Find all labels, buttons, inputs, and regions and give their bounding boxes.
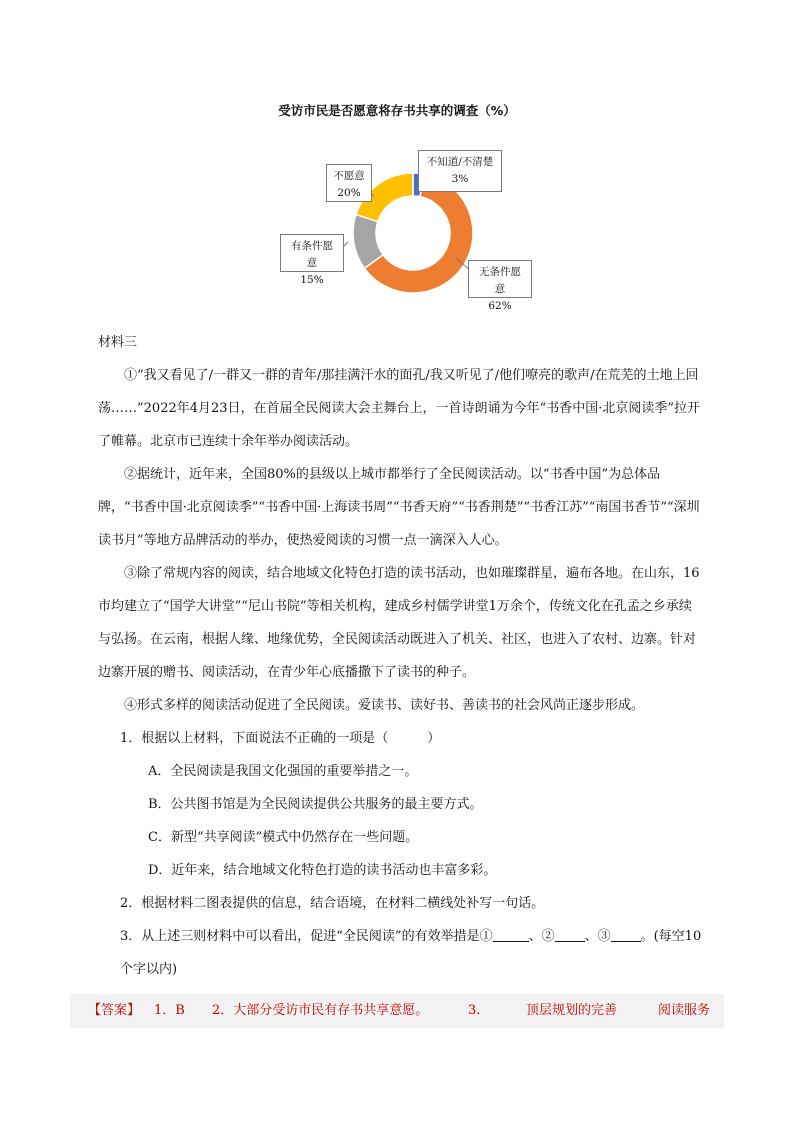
chart-title: 受访市民是否愿意将存书共享的调查（%） <box>278 103 516 118</box>
option-b: B．公共图书馆是为全民阅读提供公共服务的最主要方式。 <box>148 797 483 812</box>
answer-3-item-1: 顶层规划的完善 <box>526 1003 618 1018</box>
question-1: 1．根据以上材料，下面说法不正确的一项是（ ） <box>120 731 441 746</box>
option-c: C．新型“共享阅读”模式中仍然存在一些问题。 <box>148 830 419 845</box>
material-body <box>98 326 702 986</box>
question-3-suffix: 。(每空10个字以内) <box>120 929 702 977</box>
callout-label: 不知道/不清楚 <box>426 156 494 168</box>
question-3-sep1: 、② <box>528 929 555 944</box>
answer-3-number: 3． <box>468 1003 490 1018</box>
callout-value: 62% <box>488 300 512 312</box>
callout-label: 有条件愿意 <box>291 240 333 269</box>
callout-conditional <box>280 234 344 286</box>
callout-value: 15% <box>300 274 324 286</box>
answer-tag: 【答案】 <box>88 1003 141 1018</box>
answer-2: 2．大部分受访市民有存书共享意愿。 <box>212 1003 429 1018</box>
paragraph-4: ④形式多样的阅读活动促进了全民阅读。爱读书、读好书、善读书的社会风尚正逐步形成。 <box>124 698 645 713</box>
answer-blank-1[interactable] <box>493 927 529 942</box>
question-3 <box>98 920 702 986</box>
question-2: 2．根据材料二图表提供的信息，结合语境，在材料二横线处补写一句话。 <box>120 896 545 911</box>
material-title: 材料三 <box>98 335 138 350</box>
answer-1: 1．B <box>154 1003 185 1018</box>
option-a: A．全民阅读是我国文化强国的重要举措之一。 <box>148 764 418 779</box>
callout-unwilling <box>326 164 372 202</box>
callout-unconditional <box>468 260 532 312</box>
callout-unknown <box>418 150 502 192</box>
question-3-prefix: 3．从上述三则材料中可以看出，促进“全民阅读”的有效举措是① <box>120 929 493 944</box>
paragraph-1: ①“我又看见了/一群又一群的青年/那挂满汗水的面孔/我又听见了/他们嘹亮的歌声/在荒芜的土地上回荡……”2022年4月23日，在首届全民阅读大会主舞台上，一首诗朗诵为今年“书香中国·北京阅读季”拉开了帷幕。北京市已连续十余年举办阅读活动。 <box>98 368 700 449</box>
answer-bar <box>70 994 724 1028</box>
answer-blank-2[interactable] <box>555 927 585 942</box>
callout-value: 3% <box>451 173 469 185</box>
callout-value: 20% <box>337 187 361 199</box>
answer-blank-3[interactable] <box>611 927 641 942</box>
answer-3-item-2: 阅读服务 <box>658 1003 711 1018</box>
callout-label: 无条件愿意 <box>479 266 521 295</box>
option-d: D．近年来，结合地域文化特色打造的读书活动也丰富多彩。 <box>148 863 497 878</box>
donut-chart <box>0 0 794 320</box>
question-3-sep2: 、③ <box>584 929 611 944</box>
paragraph-3: ③除了常规内容的阅读，结合地域文化特色打造的读书活动，也如璀璨群星，遍布各地。在山东，16市均建立了“国学大讲堂”“尼山书院”等相关机构，建成乡村儒学讲堂1万余个，传统文化在孔孟之乡承续与弘扬。在云南，根据人缘、地缘优势，全民阅读活动既进入了机关、社区，也进入了农村、边寨。针对边寨开展的赠书、阅读活动，在青少年心底播撒下了读书的种子。 <box>98 566 700 680</box>
paragraph-2: ②据统计，近年来，全国80%的县级以上城市都举行了全民阅读活动。以“书香中国”为总体品牌，“书香中国·北京阅读季”“书香中国·上海读书周”“书香天府”“书香荆楚”“书香江苏”“南国书香节”“深圳读书月”等地方品牌活动的举办，使热爱阅读的习惯一点一滴深入人心。 <box>98 467 700 548</box>
callout-label: 不愿意 <box>333 170 365 182</box>
